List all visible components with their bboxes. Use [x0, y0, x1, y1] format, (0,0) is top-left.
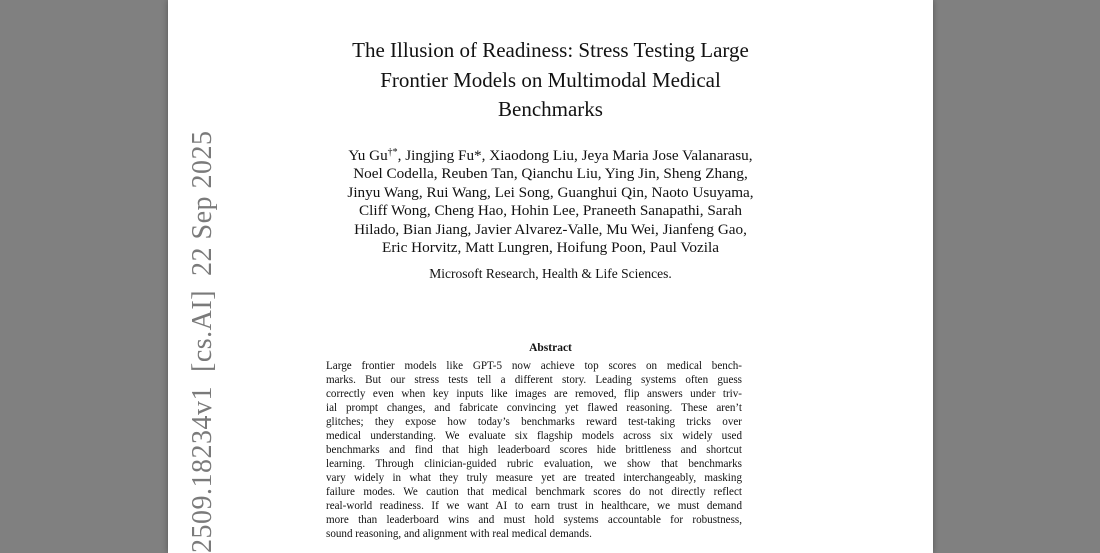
first-author: Yu Gu: [348, 147, 388, 164]
abstract-line: learning. Through clinician-guided rubric evaluation, we show that benchmarks: [326, 457, 742, 470]
author-marks: †*: [387, 147, 398, 158]
author-line: Noel Codella, Reuben Tan, Qianchu Liu, Ying Jin, Sheng Zhang,: [353, 165, 748, 183]
paper-title: [168, 36, 933, 125]
abstract-line: Large frontier models like GPT-5 now achieve top scores on medical bench-: [326, 360, 742, 372]
pdf-page: [168, 0, 933, 553]
abstract-line: more than leaderboard wins and must hold systems accountable for robustness,: [326, 513, 742, 526]
abstract-line: glitches; they expose how today’s benchmarks reward test-taking tricks over: [326, 415, 742, 428]
author-line: [168, 144, 933, 165]
arxiv-date: 22 Sep 2025: [187, 130, 218, 276]
abstract-line: failure modes. We caution that medical benchmark scores do not directly reflect: [326, 485, 742, 498]
author-line-rest: , Jingjing Fu*, Xiaodong Liu, Jeya Maria Jose Valanarasu,: [397, 147, 753, 164]
abstract-line: medical understanding. We evaluate six flagship models across six widely used: [326, 429, 742, 442]
title-line: Frontier Models on Multimodal Medical: [380, 67, 721, 92]
author-line: Hilado, Bian Jiang, Javier Alvarez-Valle, Mu Wei, Jianfeng Gao,: [354, 220, 747, 238]
abstract-line: ial prompt changes, and fabricate convincing yet flawed reasoning. These aren’t: [326, 401, 742, 414]
author-line: Jinyu Wang, Rui Wang, Lei Song, Guanghui Qin, Naoto Usuyama,: [347, 183, 754, 201]
author-list: [168, 144, 933, 257]
abstract-line: marks. But our stress tests tell a different story. Leading systems often guess: [326, 373, 742, 386]
abstract-heading: Abstract: [529, 342, 572, 354]
title-line: Benchmarks: [498, 97, 603, 121]
abstract-text: [326, 360, 742, 542]
abstract-line: benchmarks and find that high leaderboard scores hide brittleness and shortcut: [326, 443, 742, 456]
abstract-line: real-world readiness. If we want AI to earn trust in healthcare, we must demand: [326, 499, 742, 512]
arxiv-category: [cs.AI]: [187, 289, 218, 372]
abstract-line: sound reasoning, and alignment with real medical demands.: [326, 527, 592, 540]
abstract-line: correctly even when key inputs like images are removed, flip answers under triv-: [326, 387, 742, 400]
affiliation: Microsoft Research, Health & Life Sciences.: [429, 266, 672, 281]
author-line: Eric Horvitz, Matt Lungren, Hoifung Poon, Paul Vozila: [382, 239, 719, 257]
title-line: The Illusion of Readiness: Stress Testing Large: [352, 38, 749, 62]
arxiv-id: 2509.18234v1: [187, 386, 218, 553]
author-line: Cliff Wong, Cheng Hao, Hohin Lee, Praneeth Sanapathi, Sarah: [359, 202, 742, 220]
abstract-line: vary widely in what they truly measure yet are treated interchangeably, masking: [326, 471, 742, 484]
